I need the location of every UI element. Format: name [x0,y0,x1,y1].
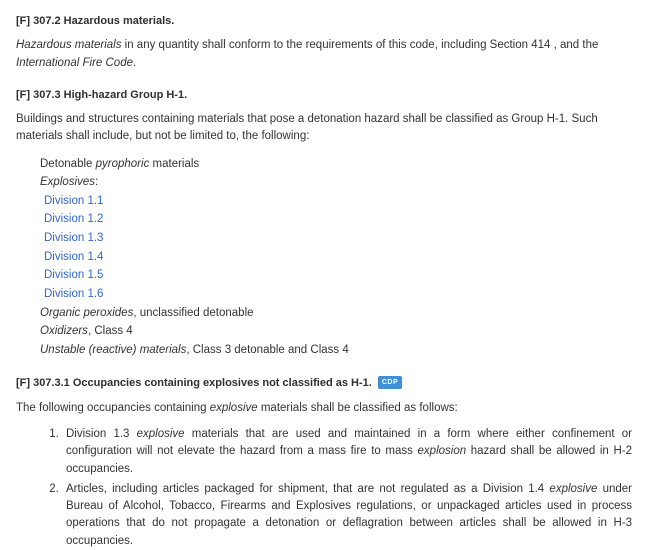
occupancy-numbered-list [16,426,632,550]
division-link-list[interactable] [44,192,632,304]
cdp-badge[interactable]: CDP [378,376,402,389]
link-division-1-5[interactable]: Division 1.5 [44,269,104,282]
rich-text: The following occupancies containing explosive materials shall be classified as follows: [16,401,458,414]
section-paragraph-307-3-1 [16,400,632,417]
link-division-1-6[interactable]: Division 1.6 [44,287,104,300]
rich-text: Hazardous materials in any quantity shall conform to the requirements of this code, including Section 414 , and the International Fire Code. [16,39,599,69]
section-paragraph-307-2 [16,37,632,72]
section-heading-307-2: [F] 307.2 Hazardous materials. [16,15,175,27]
section-heading-307-3: [F] 307.3 High-hazard Group H-1. [16,88,188,101]
material-list-item: Detonable pyrophoric materials [40,157,200,170]
list-item: 2. Articles, including articles packaged for shipment, that are not regulated as a Division 1.4 explosive under Bureau of Alcohol, Tobacco, Firearms and Explosives regulations, or unpackaged articles used in process operations that do not propagate a detonation or deflagration between articles shall be allowed in H-3 occupancies. [62,481,632,550]
material-list-item: Organic peroxides, unclassified detonable [40,306,254,319]
material-list-item: Oxidizers, Class 4 [40,325,133,338]
material-list-before-links [40,155,632,192]
material-list-after-links [40,304,632,360]
material-list-item: Explosives: [40,176,99,189]
section-paragraph-307-3: Buildings and structures containing materials that pose a detonation hazard shall be classified as Group H-1. Such materials shall include, but not be limited to, the following: [16,113,598,143]
link-division-1-1[interactable]: Division 1.1 [44,194,104,207]
section-heading-text: [F] 307.3.1 Occupancies containing explosives not classified as H-1. [16,377,372,390]
list-item: 1. Division 1.3 explosive materials that are used and maintained in a form where either confinement or configuration will not elevate the hazard from a mass fire to mass explosion hazard shall be allowed in H-2 occupancies. [62,426,632,478]
material-list-item: Unstable (reactive) materials, Class 3 detonable and Class 4 [40,343,349,356]
link-division-1-2[interactable]: Division 1.2 [44,213,104,226]
link-division-1-4[interactable]: Division 1.4 [44,250,104,263]
link-division-1-3[interactable]: Division 1.3 [44,232,104,245]
section-heading-307-3-1 [16,376,632,390]
